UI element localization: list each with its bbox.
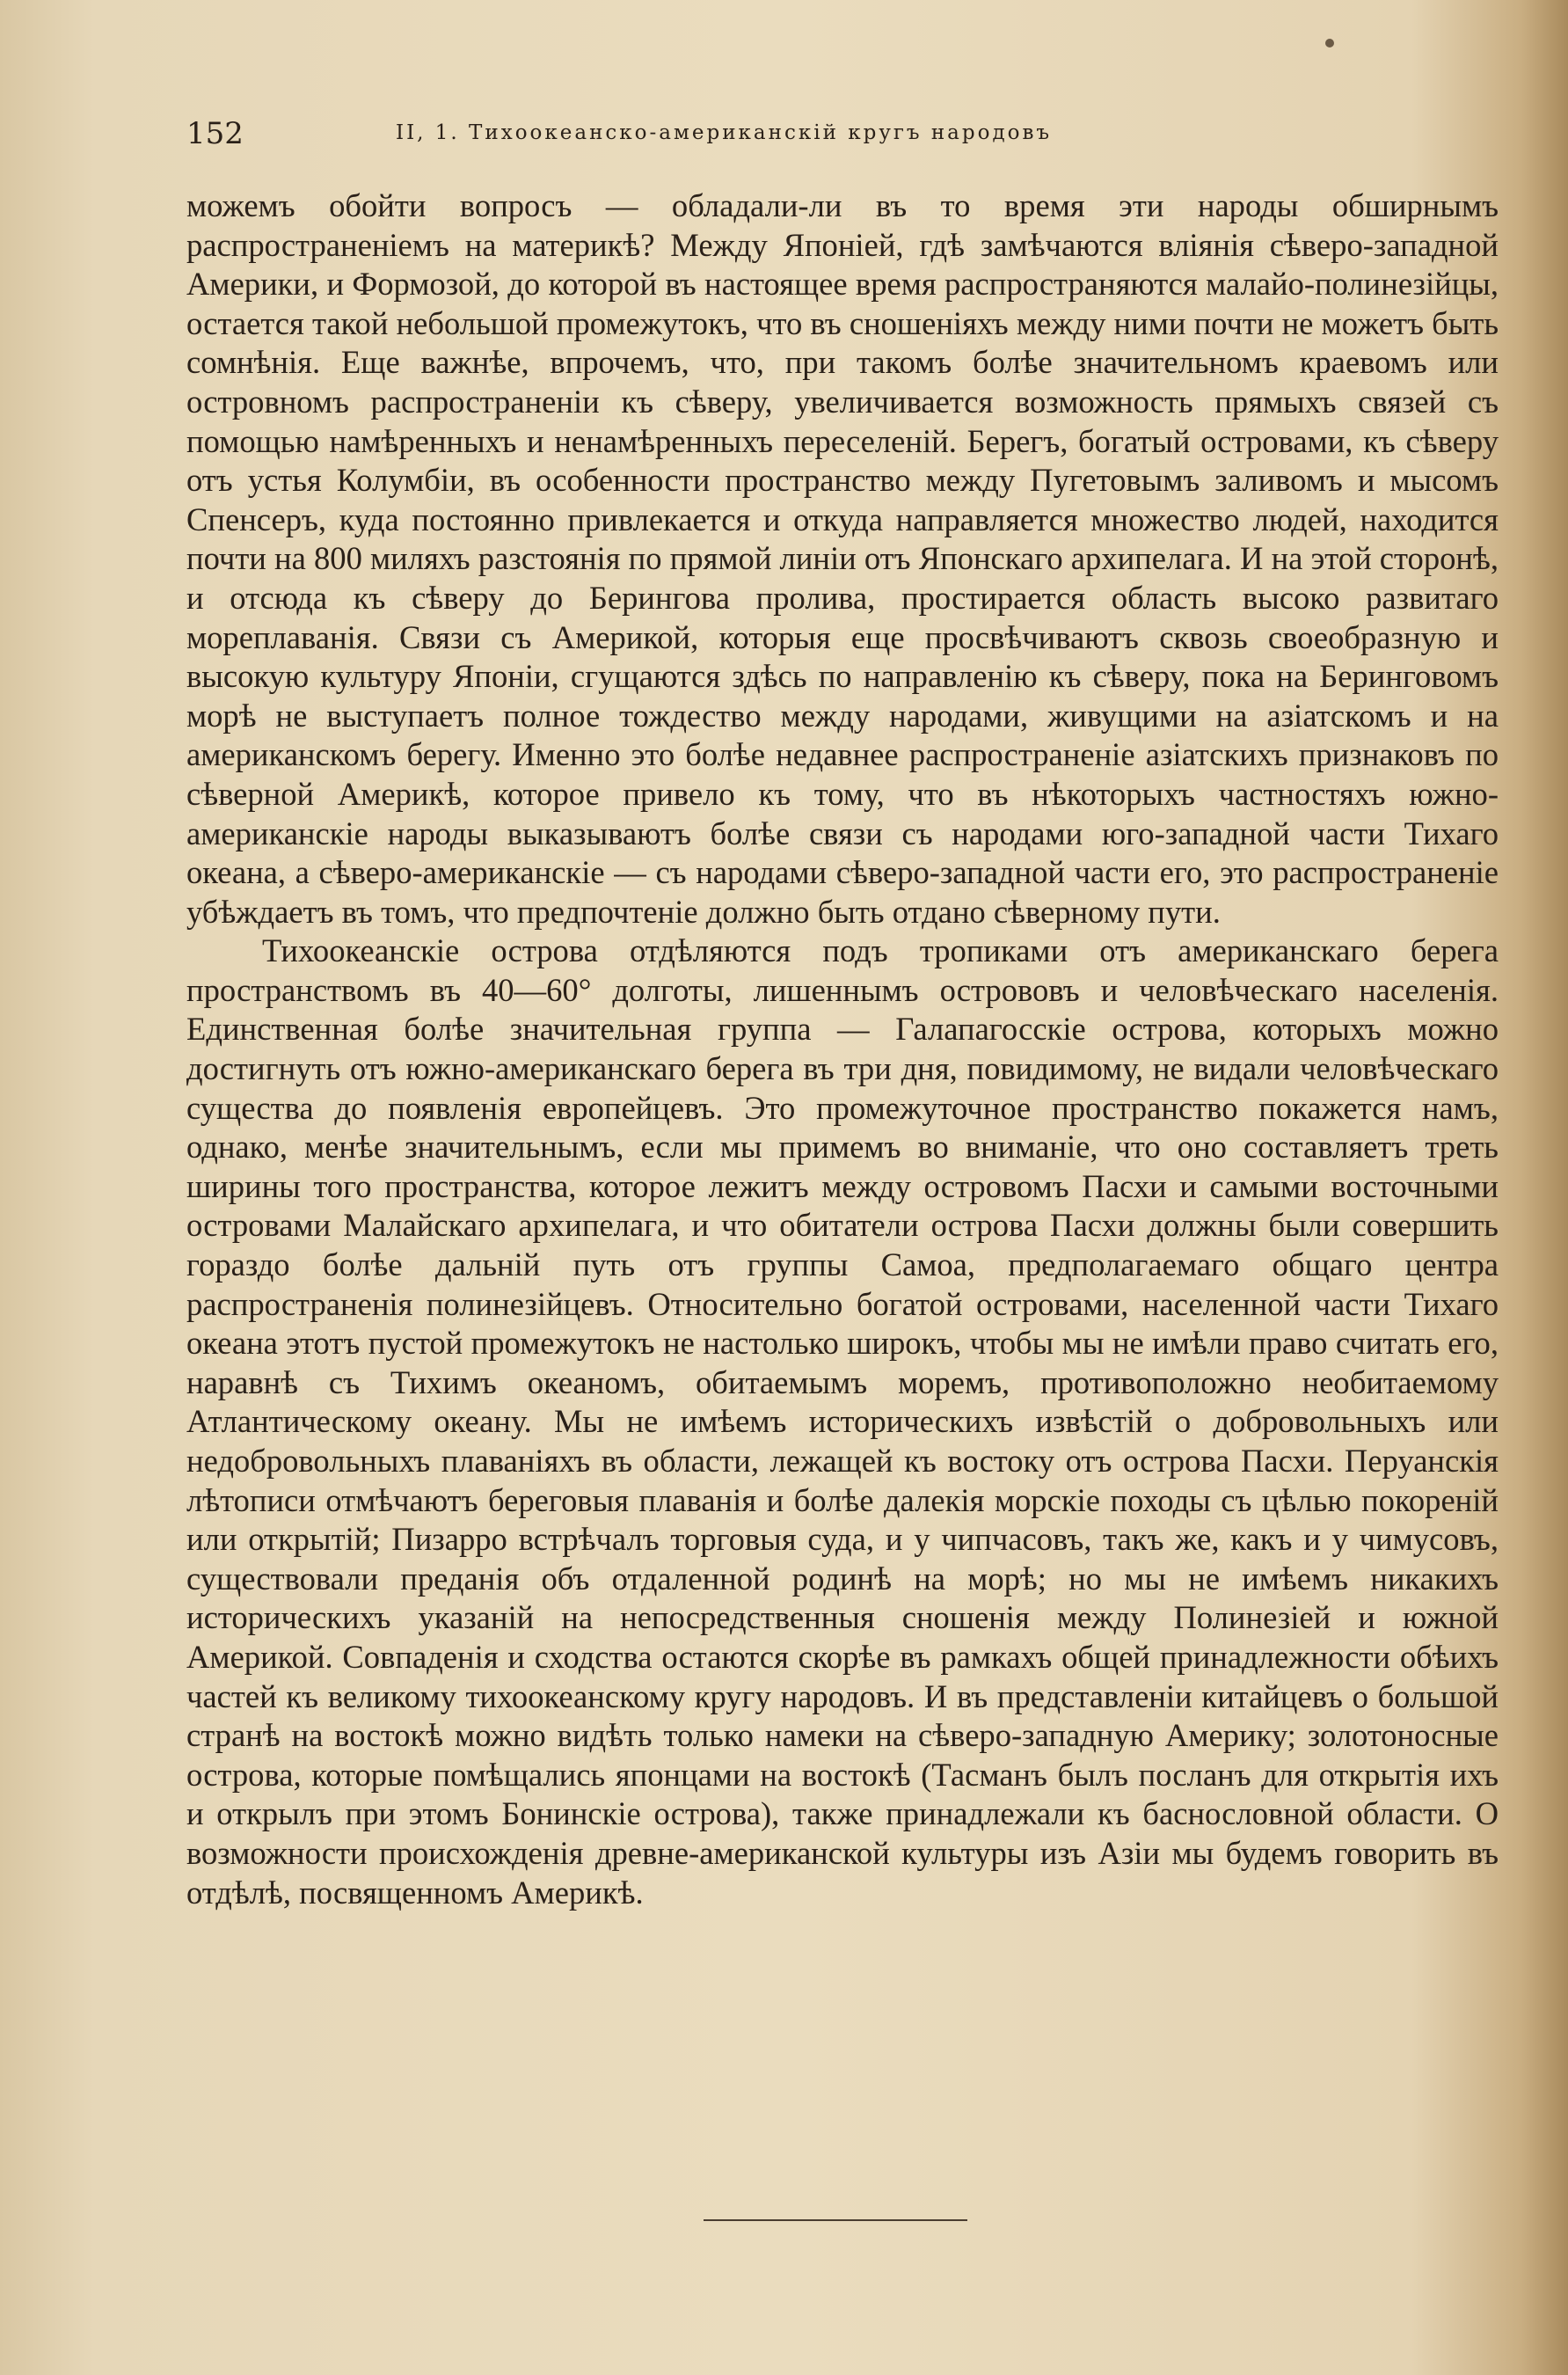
page-number: 152: [186, 116, 244, 151]
page-header: [186, 116, 1488, 160]
paper-speck: [1325, 39, 1334, 48]
paragraph-pacific-islands: Тихоокеанскіе острова отдѣляются подъ тропиками отъ американскаго берега пространствомъ въ 40—60° долготы, лишеннымъ острововъ и человѣческаго населенія. Единственная болѣе значительная группа — Галапагосскіе острова, которыхъ можно достигнуть отъ южно-американскаго берега въ три дня, повидимому, не видали человѣческаго существа до появленія европейцевъ. Это промежуточное пространство покажется намъ, однако, менѣе значительнымъ, если мы примемъ во вниманіе, что оно составляетъ треть ширины того пространства, которое лежитъ между островомъ Пасхи и самыми восточными островами Малайскаго архипелага, и что обитатели острова Пасхи должны были совершить гораздо болѣе дальній путь отъ группы Самоа, предполагаемаго общаго центра распространенія полинезійцевъ. Относительно богатой островами, населенной части Тихаго океана этотъ пустой промежутокъ не настолько широкъ, чтобы мы не имѣли право считать его, наравнѣ съ Тихимъ океаномъ, обитаемымъ моремъ, противоположно необитаемому Атлантическому океану. Мы не имѣемъ историческихъ извѣстій о добровольныхъ или недобровольныхъ плаваніяхъ въ области, лежащей къ востоку отъ острова Пасхи. Перуанскія лѣтописи отмѣчаютъ береговыя плаванія и болѣе далекія морскіе походы съ цѣлью покореній или открытій; Пизарро встрѣчалъ торговыя суда, и у чипчасовъ, такъ же, какъ и у чимусовъ, существовали преданія объ отдаленной родинѣ на морѣ; но мы не имѣемъ никакихъ историческихъ указаній на непосредственныя сношенія между Полинезіей и южной Америкой. Совпаденія и сходства остаются скорѣе въ рамкахъ общей принадлежности обѣихъ частей къ великому тихоокеанскому кругу народовъ. И въ представленіи китайцевъ о большой странѣ на востокѣ можно видѣть только намеки на сѣверо-западную Америку; золотоносные острова, которые помѣщались японцами на востокѣ (Тасманъ былъ посланъ для открытія ихъ и открылъ при этомъ Бонинскіе острова), также принадлежали къ баснословной области. О возможности происхожденія древне-американской культуры изъ Азіи мы будемъ говорить въ отдѣлѣ, посвященномъ Америкѣ.: [186, 932, 1499, 1911]
section-separator: [704, 2219, 967, 2221]
body-text: [186, 186, 1499, 1912]
paragraph-continuation: можемъ обойти вопросъ — обладали-ли въ то время эти народы обширнымъ распространеніемъ на материкѣ? Между Японіей, гдѣ замѣчаются вліянія сѣверо-западной Америки, и Формозой, до которой въ настоящее время распространяются малайо-полинезійцы, остается такой небольшой промежутокъ, что въ сношеніяхъ между ними почти не можетъ быть сомнѣнія. Еще важнѣе, впрочемъ, что, при такомъ болѣе значительномъ краевомъ или островномъ распространеніи къ сѣверу, увеличивается возможность прямыхъ связей съ помощью намѣренныхъ и ненамѣренныхъ переселеній. Берегъ, богатый островами, къ сѣверу отъ устья Колумбіи, въ особенности пространство между Пугетовымъ заливомъ и мысомъ Спенсеръ, куда постоянно привлекается и откуда направляется множество людей, находится почти на 800 миляхъ разстоянія по прямой линіи отъ Японскаго архипелага. И на этой сторонѣ, и отсюда къ сѣверу до Берингова пролива, простирается область высоко развитаго мореплаванія. Связи съ Америкой, которыя еще просвѣчиваютъ сквозь своеобразную и высокую культуру Японіи, сгущаются здѣсь по направленію къ сѣверу, пока на Беринговомъ морѣ не выступаетъ полное тождество между народами, живущими на азіатскомъ и на американскомъ берегу. Именно это болѣе недавнее распространеніе азіатскихъ признаковъ по сѣверной Америкѣ, которое привело къ тому, что въ нѣкоторыхъ частностяхъ южно-американскіе народы выказываютъ болѣе связи съ народами юго-западной части Тихаго океана, а сѣверо-американскіе — съ народами сѣверо-западной части его, это распространеніе убѣждаетъ въ томъ, что предпочтеніе должно быть отдано сѣверному пути.: [186, 187, 1499, 930]
running-head: II, 1. Тихоокеанско-американскій кругъ народовъ: [396, 121, 1053, 144]
